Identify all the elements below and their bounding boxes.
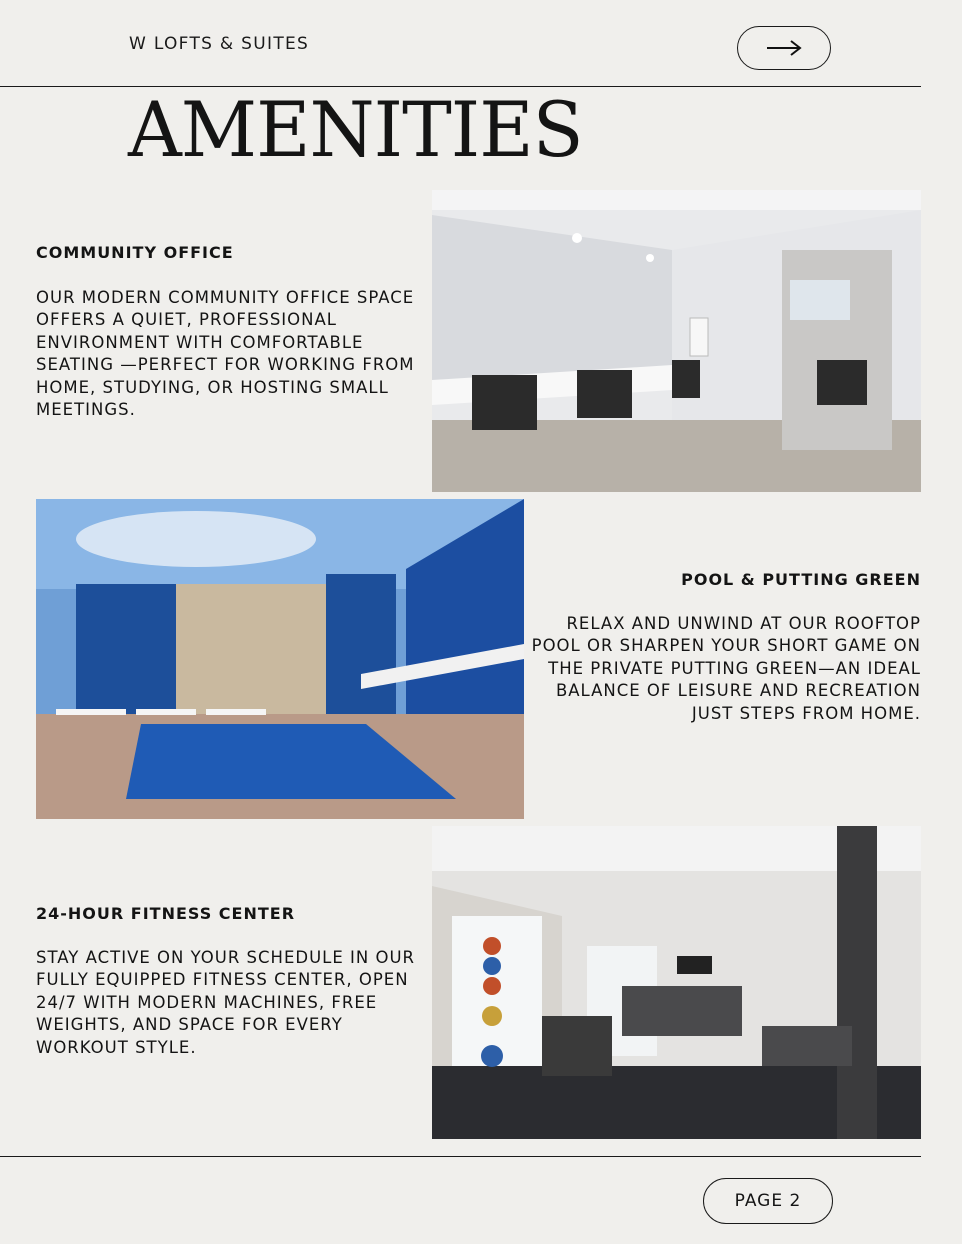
section-body-fitness: STAY ACTIVE ON YOUR SCHEDULE IN OUR FULLY EQUIPPED FITNESS CENTER, OPEN 24/7 WITH MODERN MACHINES, FREE WEIGHTS, AND SPACE FOR EVERY WORKOUT STYLE. — [36, 948, 416, 1057]
next-page-button[interactable] — [737, 26, 831, 70]
section-heading-pool: POOL & PUTTING GREEN — [681, 570, 921, 589]
section-heading-community-office: COMMUNITY OFFICE — [36, 243, 234, 262]
section-body-community-office: OUR MODERN COMMUNITY OFFICE SPACE OFFERS A QUIET, PROFESSIONAL ENVIRONMENT WITH COMFORTABLE SEATING —PERFECT FOR WORKING FROM HOME, STUDYING, OR HOSTING SMALL MEETINGS. — [36, 288, 415, 420]
section-heading-fitness: 24-HOUR FITNESS CENTER — [36, 904, 296, 923]
brand-name: W LOFTS & SUITES — [129, 34, 310, 54]
fitness-center-photo — [432, 826, 921, 1139]
pool-photo — [36, 499, 524, 819]
page-title: AMENITIES — [128, 85, 583, 174]
page-number-badge: PAGE 2 — [703, 1178, 833, 1224]
arrow-right-icon — [766, 40, 802, 56]
footer-divider — [0, 1156, 921, 1157]
section-body-pool: RELAX AND UNWIND AT OUR ROOFTOP POOL OR SHARPEN YOUR SHORT GAME ON THE PRIVATE PUTTING GREEN—AN IDEAL BALANCE OF LEISURE AND RECREATION JUST STEPS FROM HOME. — [531, 614, 921, 723]
community-office-photo — [432, 190, 921, 492]
